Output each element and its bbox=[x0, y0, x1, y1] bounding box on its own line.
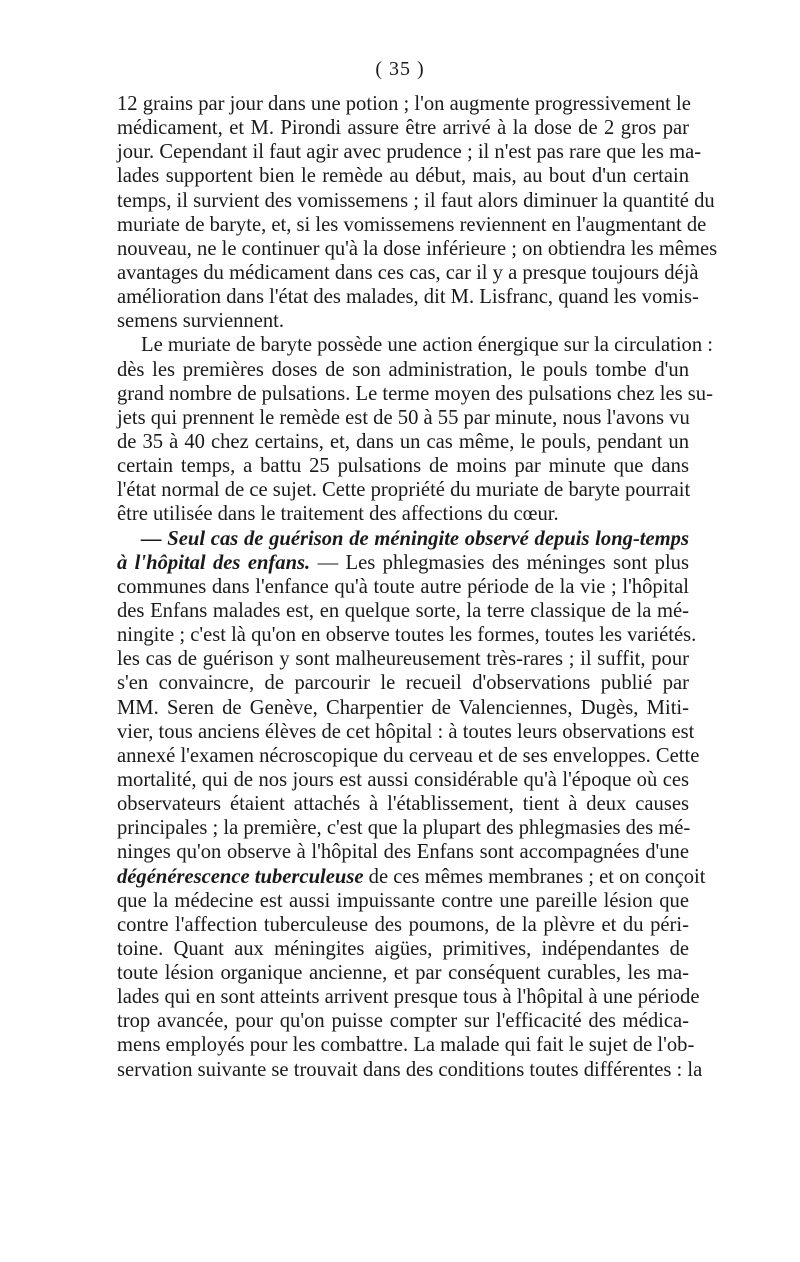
text-line: lades supportent bien le remède au début, mais, au bout d'un certain bbox=[117, 165, 689, 188]
text-line: ninges qu'on observe à l'hôpital des Enfans sont accompagnées d'une bbox=[117, 841, 689, 864]
text-line bbox=[117, 865, 706, 889]
text-line: Le muriate de baryte possède une action énergique sur la circulation : bbox=[141, 334, 714, 357]
section-heading-end: à l'hôpital des enfans. bbox=[117, 551, 311, 574]
paragraph-3 bbox=[117, 527, 706, 1082]
text-line: mortalité, qui de nos jours est aussi considérable qu'à l'époque où ces bbox=[117, 768, 689, 791]
text-line: que la médecine est aussi impuissante contre une pareille lésion que bbox=[117, 889, 689, 912]
text-span: — Les phlegmasies des méninges sont plus bbox=[310, 551, 689, 574]
text-line: avantages du médicament dans ces cas, car il y a presque toujours déjà bbox=[117, 261, 699, 284]
text-line: jour. Cependant il faut agir avec prudence ; il n'est pas rare que les ma- bbox=[117, 141, 702, 164]
text-line: temps, il survient des vomissemens ; il faut alors diminuer la quantité du bbox=[117, 189, 715, 212]
text-line: l'état normal de ce sujet. Cette propriété du muriate de baryte pourrait bbox=[117, 479, 691, 502]
text-line: médicament, et M. Pirondi assure être arrivé à la dose de 2 gros par bbox=[117, 117, 689, 140]
text-line: être utilisée dans le traitement des affections du cœur. bbox=[117, 503, 559, 526]
emphasized-term: dégénérescence tuberculeuse bbox=[117, 865, 364, 888]
text-line: ningite ; c'est là qu'on en observe toutes les formes, toutes les variétés. bbox=[117, 624, 697, 647]
text-line: annexé l'examen nécroscopique du cerveau et de ses enveloppes. Cette bbox=[117, 744, 700, 767]
text-line: les cas de guérison y sont malheureusement très-rares ; il suffit, pour bbox=[117, 648, 689, 671]
text-line: jets qui prennent le remède est de 50 à 55 par minute, nous l'avons vu bbox=[117, 406, 690, 429]
text-line: dès les premières doses de son administration, le pouls tombe d'un bbox=[117, 358, 689, 381]
body-text bbox=[117, 92, 718, 1082]
text-line: mens employés pour les combattre. La malade qui fait le sujet de l'ob- bbox=[117, 1034, 695, 1057]
text-line: observateurs étaient attachés à l'établissement, tient à deux causes bbox=[117, 793, 689, 816]
text-line: certain temps, a battu 25 pulsations de moins par minute que dans bbox=[117, 455, 689, 478]
text-span: de ces mêmes membranes ; et on conçoit bbox=[363, 865, 706, 888]
text-line: nouveau, ne le continuer qu'à la dose inférieure ; on obtiendra les mêmes bbox=[117, 237, 718, 260]
text-line: toine. Quant aux méningites aigües, primitives, indépendantes de bbox=[117, 937, 689, 960]
text-line: semens surviennent. bbox=[117, 310, 285, 333]
text-line: grand nombre de pulsations. Le terme moyen des pulsations chez les su- bbox=[117, 382, 713, 405]
text-line: servation suivante se trouvait dans des conditions toutes différentes : la bbox=[117, 1058, 703, 1081]
text-line: communes dans l'enfance qu'à toute autre période de la vie ; l'hôpital bbox=[117, 575, 689, 598]
paragraph-2 bbox=[117, 333, 714, 526]
text-line: vier, tous anciens élèves de cet hôpital : à toutes leurs observations est bbox=[117, 720, 695, 743]
page-number: ( 35 ) bbox=[375, 58, 425, 80]
paragraph-1 bbox=[117, 92, 718, 333]
text-line: s'en convaincre, de parcourir le recueil d'observations publié par bbox=[117, 672, 689, 695]
text-line: des Enfans malades est, en quelque sorte, la terre classique de la mé- bbox=[117, 599, 689, 622]
text-line: MM. Seren de Genève, Charpentier de Valenciennes, Dugès, Miti- bbox=[117, 696, 689, 719]
text-line: toute lésion organique ancienne, et par conséquent curables, les ma- bbox=[117, 962, 689, 985]
text-line bbox=[117, 551, 689, 575]
text-line: 12 grains par jour dans une potion ; l'on augmente progressivement le bbox=[117, 93, 691, 115]
text-line: principales ; la première, c'est que la plupart des phlegmasies des mé- bbox=[117, 817, 691, 840]
section-heading: — Seul cas de guérison de méningite observé depuis long-temps bbox=[141, 527, 689, 550]
text-line: trop avancée, pour qu'on puisse compter sur l'efficacité des médica- bbox=[117, 1010, 689, 1033]
text-line: contre l'affection tuberculeuse des poumons, de la plèvre et du péri- bbox=[117, 913, 689, 936]
text-line: muriate de baryte, et, si les vomissemens reviennent en l'augmentant de bbox=[117, 213, 707, 236]
text-line: lades qui en sont atteints arrivent presque tous à l'hôpital à une période bbox=[117, 986, 700, 1009]
text-line: de 35 à 40 chez certains, et, dans un cas même, le pouls, pendant un bbox=[117, 430, 689, 453]
text-line: amélioration dans l'état des malades, dit M. Lisfranc, quand les vomis- bbox=[117, 286, 699, 309]
